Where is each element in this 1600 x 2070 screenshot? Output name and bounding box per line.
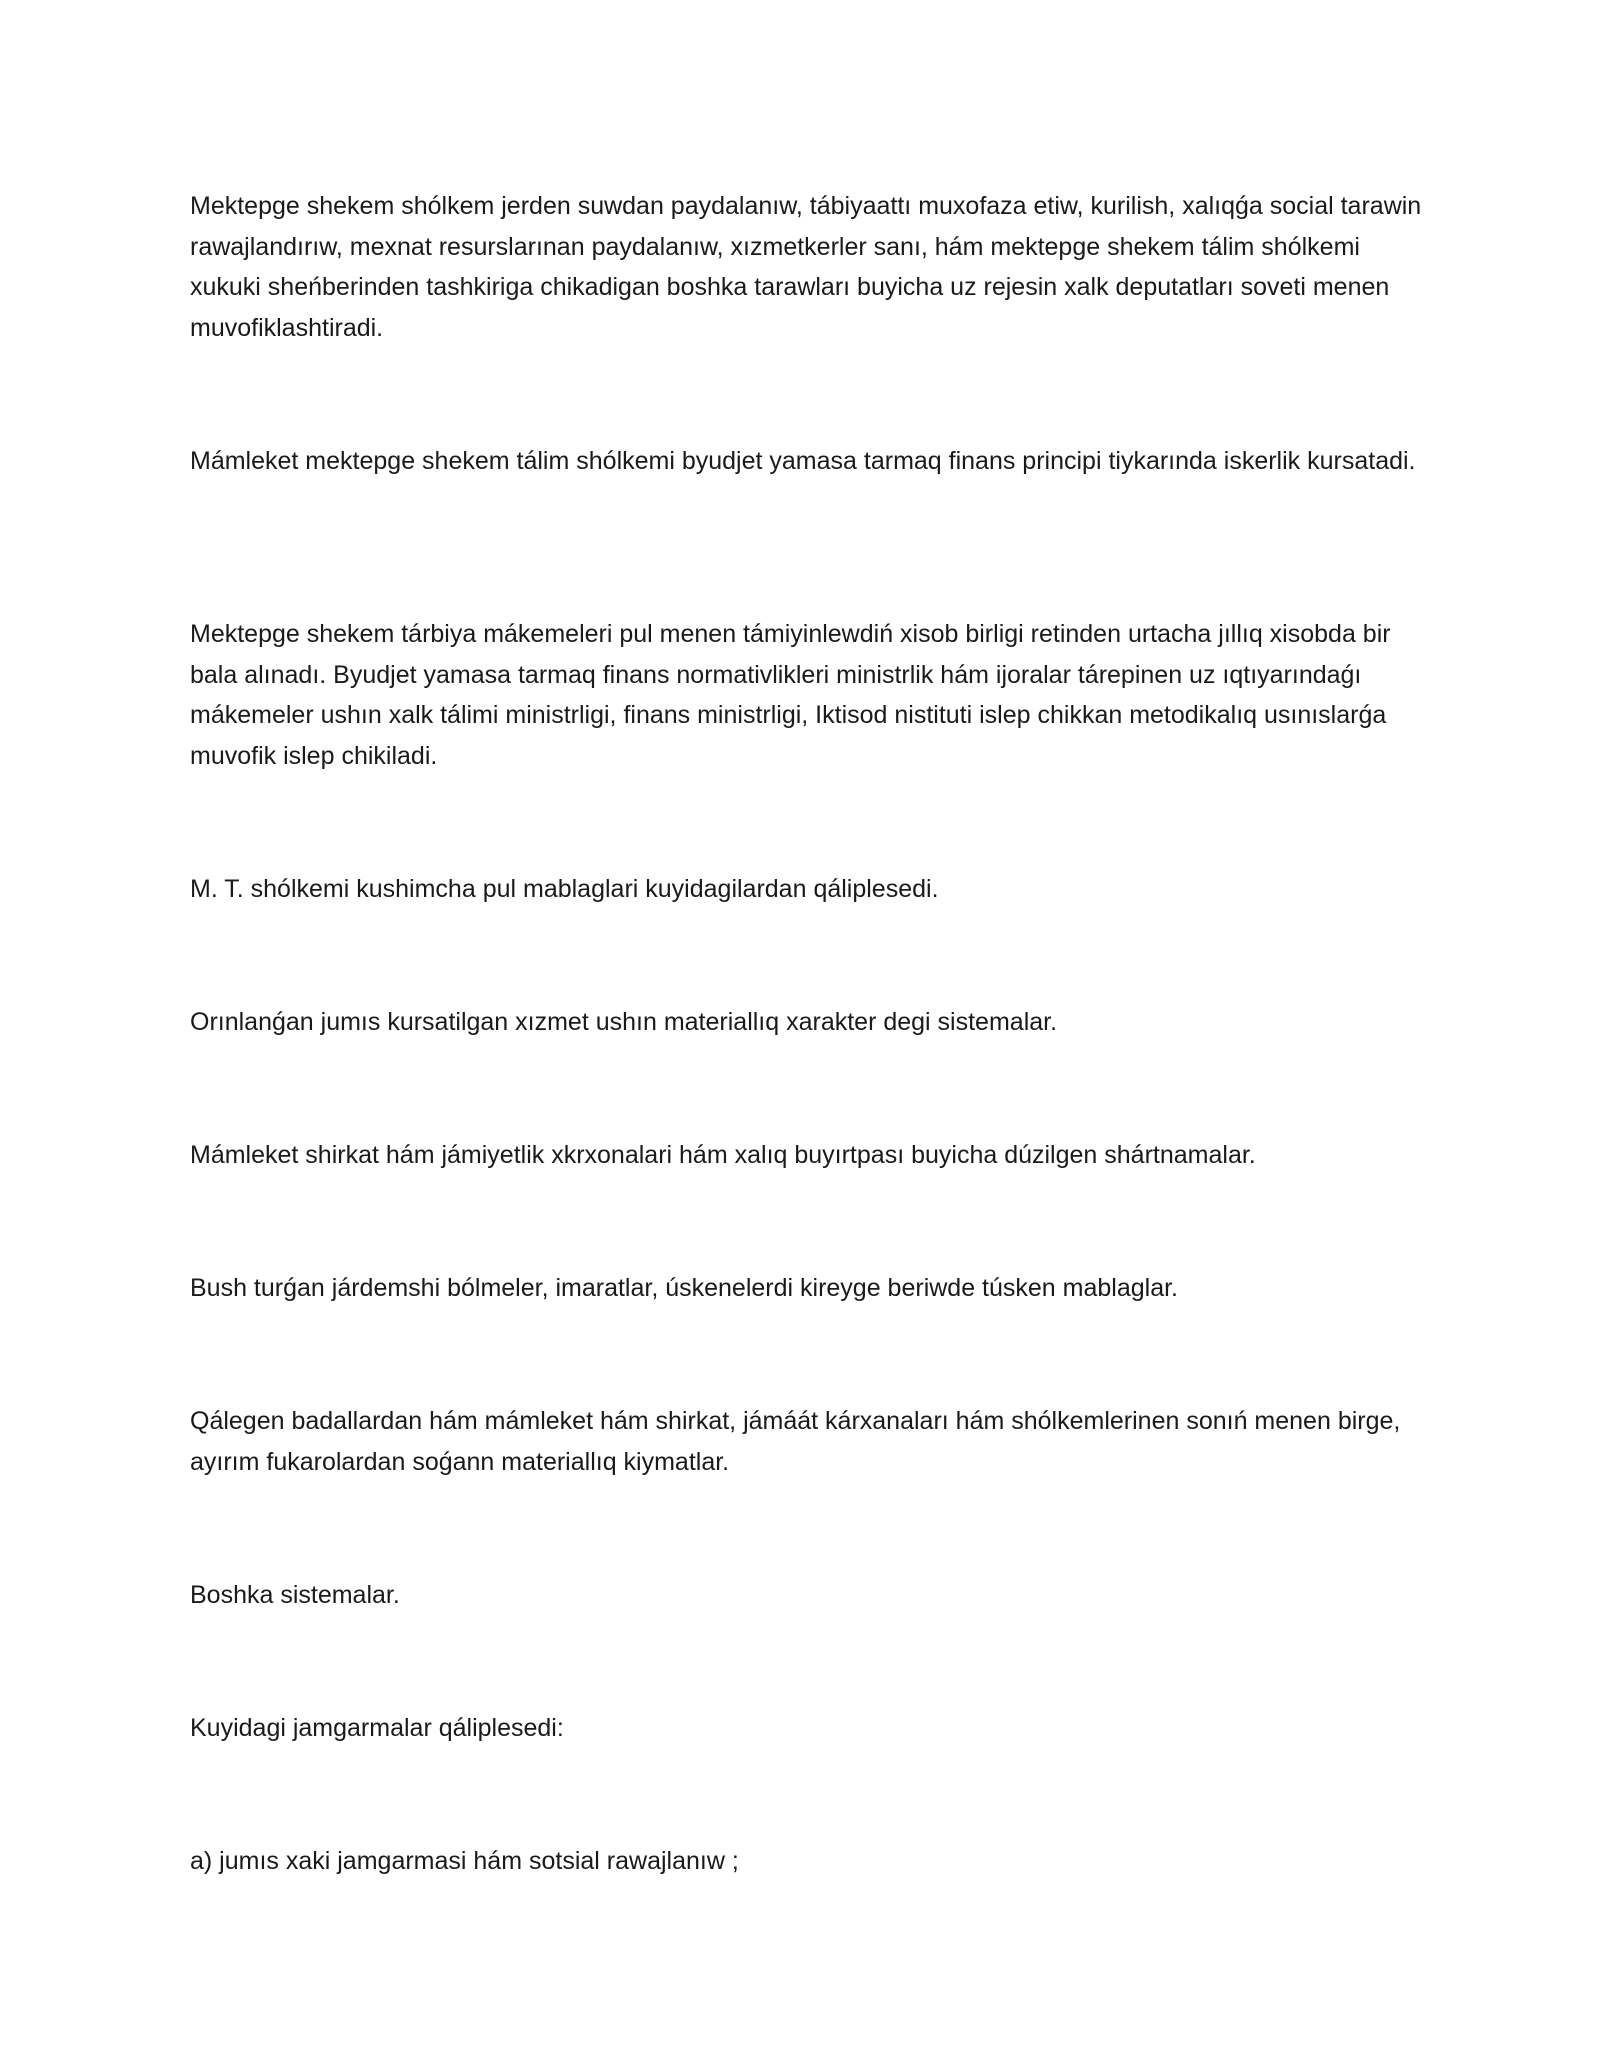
paragraph-services-income: Orınlanǵan jumıs kursatilgan xızmet ushın materiallıq xarakter degi sistemalar. (190, 1008, 1058, 1036)
paragraph-other-systems: Boshka sistemalar. (190, 1581, 400, 1609)
paragraph-planning-coordination: Mektepge shekem shólkem jerden suwdan paydalanıw, tábiyaattı muxofaza etiw, kurilish, xalıqǵa social tarawin rawajlandırıw, mexnat resurslarınan paydalanıw, xızmetkerler sanı, hám mektepge shekem tálim shólkemi xukuki sheńberinden tashkiriga chikadigan boshka tarawları buyicha uz rejesin xalk deputatları soveti menen muvofiklashtiradi. (190, 192, 1422, 342)
paragraph-funding-principle: Mámleket mektepge shekem tálim shólkemi byudjet yamasa tarmaq finans principi tiykarında iskerlik kursatadi. (190, 447, 1416, 475)
paragraph-rental-income: Bush turǵan járdemshi bólmeler, imaratlar, úskenelerdi kireyge beriwde túsken mablaglar. (190, 1274, 1179, 1302)
paragraph-donations: Qálegen badallardan hám mámleket hám shirkat, jámáát kárxanaları hám shólkemlerinen sonıń menen birge, ayırım fukarolardan soǵann materiallıq kiymatlar. (190, 1407, 1401, 1476)
paragraph-contracts: Mámleket shirkat hám jámiyetlik xkrxonalari hám xalıq buyırtpası buyicha dúzilgen shártnamalar. (190, 1141, 1256, 1169)
paragraph-additional-funds: M. T. shólkemi kushimcha pul mablaglari kuyidagilardan qáliplesedi. (190, 875, 939, 903)
paragraph-funding-unit: Mektepge shekem tárbiya mákemeleri pul menen támiyinlewdiń xisob birligi retinden urtacha jıllıq xisobda bir bala alınadı. Byudjet yamasa tarmaq finans normativlikleri ministrlik hám ijoralar tárepinen uz ıqtıyarındaǵı mákemeler ushın xalk tálimi ministrligi, finans ministrligi, Iktisod nistituti islep chikkan metodikalıq usınıslarǵa muvofik islep chikiladi. (190, 620, 1391, 770)
paragraph-list-item-a: a) jumıs xaki jamgarmasi hám sotsial rawajlanıw ; (190, 1847, 739, 1875)
paragraph-funds-formed: Kuyidagi jamgarmalar qáliplesedi: (190, 1714, 564, 1742)
